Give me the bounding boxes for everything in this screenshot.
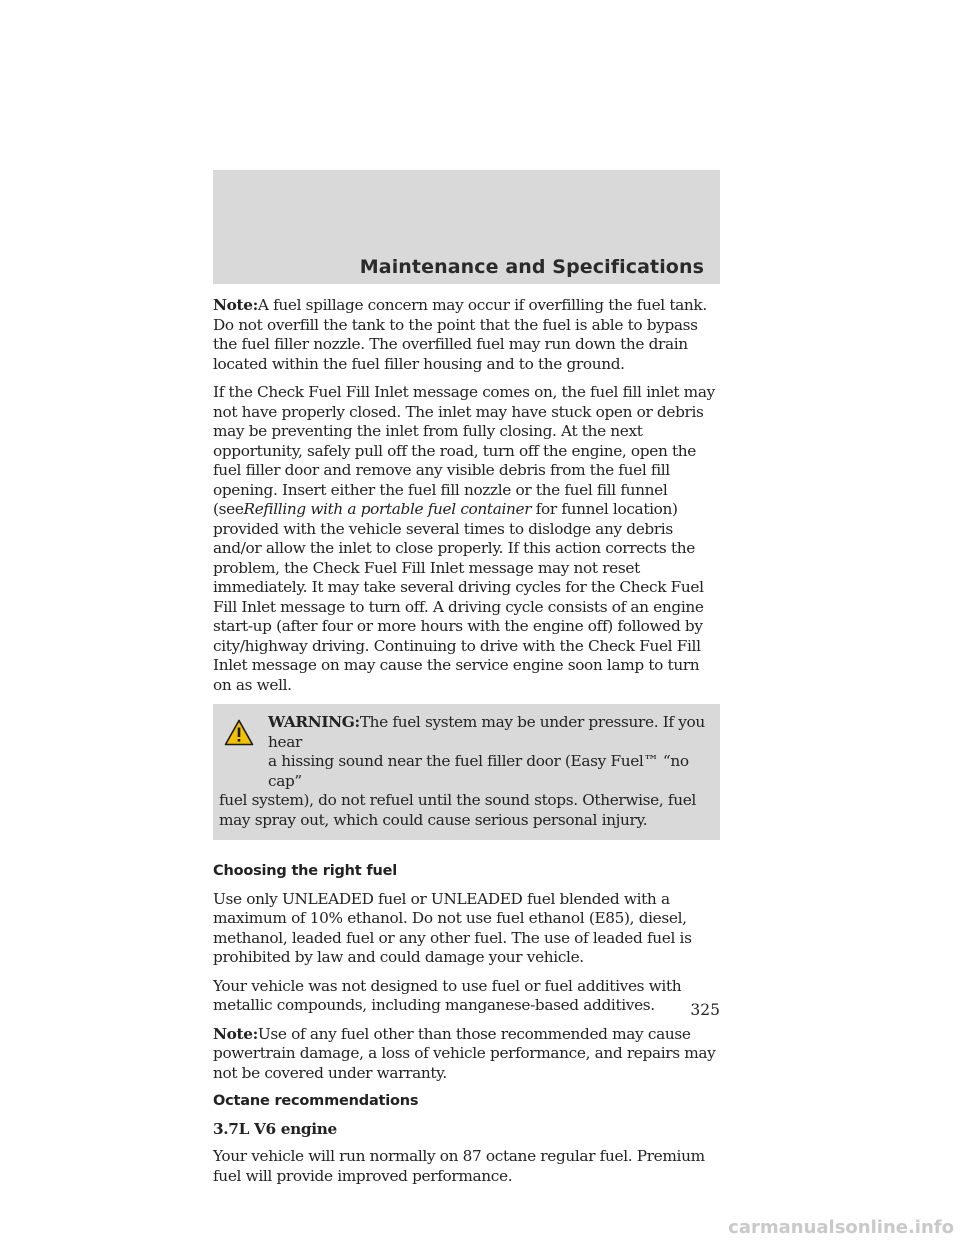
note-paragraph — [213, 296, 720, 374]
fuel-note-paragraph — [213, 1025, 720, 1084]
engine-heading: 3.7L V6 engine — [213, 1119, 337, 1138]
warning-triangle-icon — [224, 719, 254, 746]
watermark: carmanualsonline.info — [728, 1217, 954, 1238]
fuel-heading: Choosing the right fuel — [213, 863, 398, 879]
note-text: A fuel spillage concern may occur if overfilling the fuel tank. Do not overfill the tank to the point that the fuel is able to bypass the fuel filler nozzle. The overfilled fuel may run down the drain located within the fuel filler housing and to the ground. — [213, 296, 707, 373]
section-title: Maintenance and Specifications — [359, 256, 704, 278]
page-number: 325 — [690, 1001, 720, 1019]
header-band — [213, 170, 720, 284]
cross-reference: Refilling with a portable fuel container — [243, 500, 532, 518]
octane-heading: Octane recommendations — [213, 1093, 419, 1109]
check-fuel-paragraph — [213, 383, 720, 695]
fuel-note-text: Use of any fuel other than those recommended may cause powertrain damage, a loss of vehicle performance, and repairs may not be covered under warranty. — [213, 1024, 716, 1082]
fuel-paragraph-2: Your vehicle was not designed to use fuel or fuel additives with metallic compounds, including manganese-based additives. — [213, 976, 682, 1014]
warning-text-1: The fuel system may be under pressure. If you hear — [268, 713, 705, 751]
note-label: Note: — [213, 296, 258, 314]
octane-paragraph: Your vehicle will run normally on 87 octane regular fuel. Premium fuel will provide improved performance. — [213, 1147, 705, 1185]
fuel-paragraph-1: Use only UNLEADED fuel or UNLEADED fuel blended with a maximum of 10% ethanol. Do not use fuel ethanol (E85), diesel, methanol, leaded fuel or any other fuel. The use of leaded fuel is prohibited by law and could damage your vehicle. — [213, 889, 692, 966]
warning-box — [213, 704, 720, 840]
warning-line-1 — [219, 713, 714, 752]
warning-line-2: a hissing sound near the fuel filler door (Easy Fuel™ “no cap” — [268, 752, 689, 790]
fuel-note-label: Note: — [213, 1024, 258, 1043]
page-content — [213, 296, 720, 1195]
warning-label: WARNING: — [268, 713, 360, 731]
check-fuel-text-after: for funnel location) provided with the vehicle several times to dislodge any debris and/or allow the inlet to close properly. If this action corrects the problem, the Check Fuel Fill Inlet message may not reset immediately. It may take several driving cycles for the Check Fuel Fill Inlet message to turn off. A driving cycle consists of an engine start-up (after four or more hours with the engine off) followed by city/highway driving. Continuing to drive with the Check Fuel Fill Inlet message on may cause the service engine soon lamp to turn on as well. — [213, 500, 704, 694]
check-fuel-text-before: If the Check Fuel Fill Inlet message comes on, the fuel fill inlet may not have properly closed. The inlet may have stuck open or debris may be preventing the inlet from fully closing. At the next opportunity, safely pull off the road, turn off the engine, open the fuel filler door and remove any visible debris from the fuel fill opening. Insert either the fuel fill nozzle or the fuel fill funnel (see — [213, 383, 715, 518]
warning-text-rest: fuel system), do not refuel until the sound stops. Otherwise, fuel may spray out, which could cause serious personal injury. — [219, 791, 696, 829]
